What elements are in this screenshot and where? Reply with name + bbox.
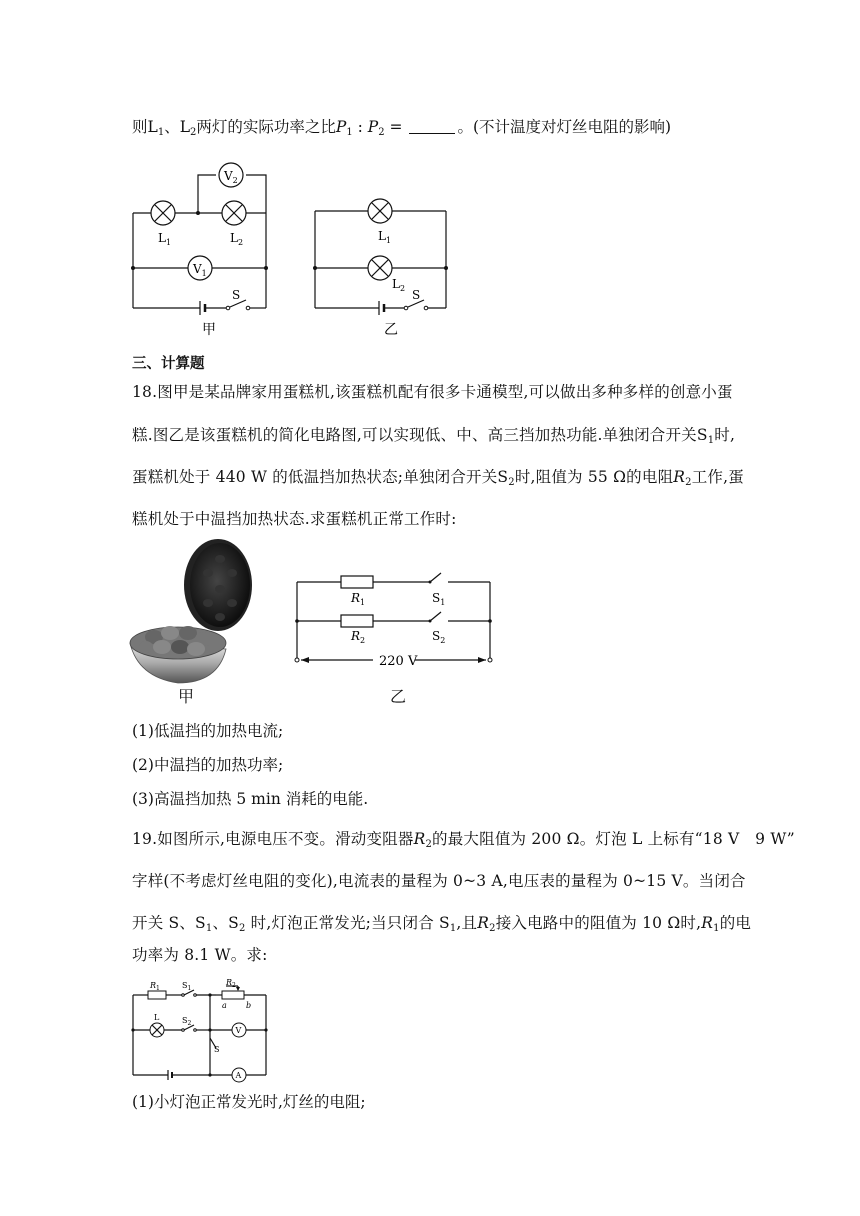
svg-text:L1: $L_1$ <box>158 231 172 247</box>
svg-text:R1: $R_1$ <box>150 981 160 992</box>
lamp-l1-icon <box>368 199 392 223</box>
q18-line-4: 糕机处于中温挡加热状态.求蛋糕机正常工作时: <box>132 510 457 528</box>
q18-item-2: (2)中温挡的加热功率; <box>132 756 284 774</box>
svg-text:220 V: 220 V <box>379 654 418 669</box>
circuit-diagram-yi <box>306 158 456 338</box>
svg-text:L1: $L_1$ <box>378 229 392 245</box>
q18-item-1: (1)低温挡的加热电流; <box>132 722 284 740</box>
q19-line-3: 开关 S、$S_1$、$S_2$ 时,灯泡正常发光;当只闭合 $S_1$,且$R_2$接入电路中的阻值为 10 Ω时$,R_1$的电 <box>132 914 752 934</box>
svg-text:S1: $S_1$ <box>432 591 446 607</box>
q19-line-2: 字样(不考虑灯丝电阻的变化),电流表的量程为 0~3 A,电压表的量程为 0~15 V。当闭合 <box>132 872 746 890</box>
svg-text:a: a <box>222 1001 227 1010</box>
lamp-l-icon <box>150 1023 164 1037</box>
svg-text:L2: $L_2$ <box>230 231 244 247</box>
intro-line: 则$L_1$、$L_2$两灯的实际功率之比$P_1$ : $P_2$ = 。(不计温度对灯丝电阻的影响) <box>132 118 672 138</box>
svg-text:V: V <box>235 1026 242 1035</box>
caption-yi: 乙 <box>384 322 398 338</box>
circuit-diagram-jia <box>120 158 280 338</box>
q19-circuit-diagram <box>126 980 276 1090</box>
svg-text:S2: $S_2$ <box>182 1016 192 1027</box>
caption-jia: 甲 <box>202 322 216 338</box>
q19-line-4: 功率为 8.1 W。求: <box>132 946 268 964</box>
q18-line-1: 18.图甲是某品牌家用蛋糕机,该蛋糕机配有很多卡通模型,可以做出多种多样的创意小蛋 <box>132 383 733 401</box>
resistor-r1-icon <box>341 576 373 588</box>
rheostat-r2-icon <box>222 991 244 999</box>
svg-text:L2: $L_2$ <box>392 277 406 293</box>
svg-text:R2: $R_2$ <box>351 629 366 645</box>
q19-item-1: (1)小灯泡正常发光时,灯丝的电阻; <box>132 1093 366 1111</box>
q18-line-3: 蛋糕机处于 440 W 的低温挡加热状态;单独闭合开关$S_2$时,阻值为 55 Ω的电阻$R_2$工作,蛋 <box>132 468 744 488</box>
q19-line-1: 19.如图所示,电源电压不变。滑动变阻器$R_2$的最大阻值为 200 Ω。灯泡 L 上标有“18 V 9 W” <box>132 830 795 850</box>
section-title: 三、计算题 <box>132 356 205 372</box>
svg-text:S: S <box>412 288 421 302</box>
lamp-l2-icon <box>222 201 246 225</box>
svg-text:R2: $R_2$ <box>226 978 236 989</box>
svg-text:V2: $V_2$ <box>224 169 238 185</box>
q18-line-2: 糕.图乙是该蛋糕机的简化电路图,可以实现低、中、高三挡加热功能.单独闭合开关$S_1$时, <box>132 426 736 446</box>
resistor-r2-icon <box>341 615 373 627</box>
resistor-r1-icon <box>148 991 166 999</box>
lamp-l1-icon <box>151 201 175 225</box>
svg-text:R1: $R_1$ <box>351 591 366 607</box>
svg-text:S: S <box>232 288 241 302</box>
svg-text:A: A <box>235 1071 242 1080</box>
q18-item-3: (3)高温挡加热 5 min 消耗的电能. <box>132 790 369 808</box>
svg-text:L: L <box>154 1013 160 1022</box>
answer-blank <box>409 119 455 134</box>
caption-yi-q18: 乙 <box>390 687 407 706</box>
caption-jia-q18: 甲 <box>178 687 195 706</box>
lamp-l2-icon <box>368 256 392 280</box>
svg-text:V1: $V_1$ <box>193 262 207 278</box>
switch-s1-icon <box>430 573 441 582</box>
cake-machine-image <box>128 537 278 687</box>
svg-text:b: b <box>246 1001 252 1010</box>
switch-s2-icon <box>430 612 441 621</box>
svg-text:S1: $S_1$ <box>182 981 192 992</box>
svg-text:S2: $S_2$ <box>432 629 446 645</box>
svg-text:S: S <box>214 1045 220 1054</box>
q18-circuit-diagram <box>293 572 508 682</box>
